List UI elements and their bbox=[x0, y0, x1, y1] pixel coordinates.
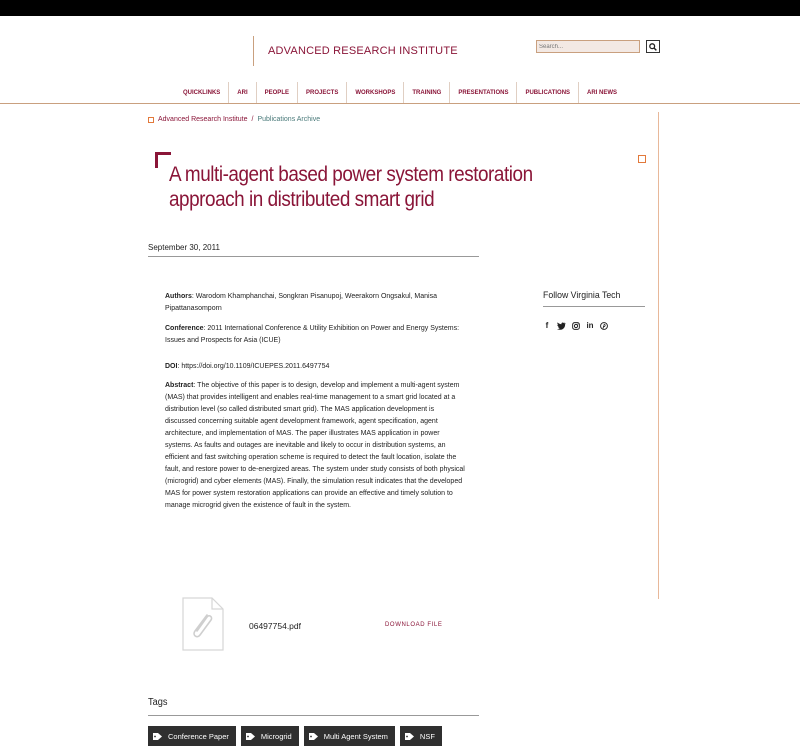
authors-label: Authors bbox=[165, 293, 192, 300]
nav-item-people[interactable]: PEOPLE bbox=[256, 82, 297, 103]
nav-item-projects[interactable]: PROJECTS bbox=[297, 82, 346, 103]
authors bbox=[165, 291, 465, 315]
follow-title: Follow Virginia Tech bbox=[543, 290, 621, 301]
doi bbox=[165, 361, 465, 373]
tag-icon bbox=[309, 733, 318, 740]
twitter-icon[interactable] bbox=[557, 322, 566, 330]
publication-date: September 30, 2011 bbox=[148, 243, 220, 252]
site-title-link[interactable]: ADVANCED RESEARCH INSTITUTE bbox=[268, 45, 458, 57]
breadcrumb-separator: / bbox=[251, 116, 254, 123]
breadcrumb-toggle-icon[interactable] bbox=[148, 117, 154, 123]
tag-list bbox=[148, 726, 442, 746]
main-nav bbox=[0, 82, 800, 104]
date-divider bbox=[148, 256, 479, 257]
abstract-value: : The objective of this paper is to design, develop and implement a multi-agent system (MAS) that provides intelligent and enables real-time management to a smart grid located at a distribution level (so called distributed smart grid). The MAS application development is discussed concerning suitable agent development framework, agent specification, agent architecture, and implementation of MAS. The paper illustrates MAS application in power systems. As faults and outages are inevitable and likely to occur in distribution systems, an efficient and fast switching operation scheme is required to detect the fault location, isolate the fault, and restore power to de-energized areas. The system under study consists of both physical (microgrid) and cyber elements (MAS). Finally, the simulation result indicates that the developed MAS for power system restoration applications can provide an effective and timely solution to manage microgrid given the existence of fault in the system. bbox=[165, 382, 465, 509]
abstract bbox=[165, 380, 465, 512]
sidebar-divider bbox=[658, 112, 659, 599]
breadcrumb bbox=[148, 116, 320, 123]
search-button[interactable] bbox=[646, 40, 660, 53]
pinterest-glyph-icon bbox=[600, 322, 608, 330]
breadcrumb-current[interactable]: Publications Archive bbox=[257, 116, 321, 123]
facebook-icon[interactable]: f bbox=[545, 321, 549, 330]
site-header bbox=[253, 36, 458, 66]
twitter-bird-icon bbox=[557, 322, 566, 330]
search-form bbox=[536, 40, 660, 53]
tag-label: NSF bbox=[419, 731, 435, 741]
file-name-link[interactable]: 06497754.pdf bbox=[249, 621, 301, 631]
social-links bbox=[543, 321, 608, 330]
tag-multi-agent-system[interactable] bbox=[304, 726, 395, 746]
nav-item-training[interactable]: TRAINING bbox=[403, 82, 449, 103]
abstract-label: Abstract bbox=[165, 382, 194, 389]
search-input[interactable] bbox=[536, 40, 640, 53]
top-bar bbox=[0, 0, 800, 16]
follow-divider bbox=[543, 306, 645, 307]
tag-icon bbox=[405, 733, 414, 740]
conference-value: : 2011 International Conference & Utility Exhibition on Power and Energy Systems: Issues and Prospects for Asia (ICUE) bbox=[165, 325, 460, 344]
tag-nsf[interactable] bbox=[400, 726, 442, 746]
tag-label: Conference Paper bbox=[168, 731, 229, 741]
tags-divider bbox=[148, 715, 479, 716]
conference-label: Conference bbox=[165, 325, 204, 332]
tags-title: Tags bbox=[148, 697, 168, 708]
tag-microgrid[interactable] bbox=[241, 726, 299, 746]
nav-item-presentations[interactable]: PRESENTATIONS bbox=[449, 82, 516, 103]
authors-value: : Warodom Khamphanchai, Songkran Pisanupoj, Weerakorn Ongsakul, Manisa Pipattanasomporn bbox=[165, 293, 437, 312]
tag-label: Microgrid bbox=[260, 731, 292, 741]
page-title: A multi-agent based power system restoration approach in distributed smart grid bbox=[169, 163, 533, 211]
nav-item-ari[interactable]: ARI bbox=[228, 82, 255, 103]
tag-icon bbox=[153, 733, 162, 740]
linkedin-icon[interactable]: in bbox=[586, 321, 594, 330]
tag-label: Multi Agent System bbox=[323, 731, 388, 741]
nav-item-quicklinks[interactable]: QUICKLINKS bbox=[182, 90, 221, 96]
pinterest-icon[interactable] bbox=[600, 322, 608, 330]
doi-label: DOI bbox=[165, 363, 178, 370]
tag-conference-paper[interactable] bbox=[148, 726, 236, 746]
download-file-button[interactable]: DOWNLOAD FILE bbox=[385, 622, 443, 628]
file-icon bbox=[182, 597, 224, 651]
nav-item-workshops[interactable]: WORKSHOPS bbox=[346, 82, 403, 103]
breadcrumb-home-link[interactable]: Advanced Research Institute bbox=[158, 116, 248, 123]
search-icon bbox=[649, 43, 657, 51]
nav-item-ari-news[interactable]: ARI NEWS bbox=[578, 82, 625, 103]
tag-icon bbox=[246, 733, 255, 740]
instagram-icon[interactable] bbox=[572, 322, 580, 330]
conference bbox=[165, 323, 465, 347]
doi-value: : https://doi.org/10.1109/ICUEPES.2011.6497754 bbox=[177, 363, 330, 370]
share-toggle-icon[interactable] bbox=[638, 155, 646, 163]
instagram-glyph-icon bbox=[572, 322, 580, 330]
nav-item-publications[interactable]: PUBLICATIONS bbox=[516, 82, 578, 103]
